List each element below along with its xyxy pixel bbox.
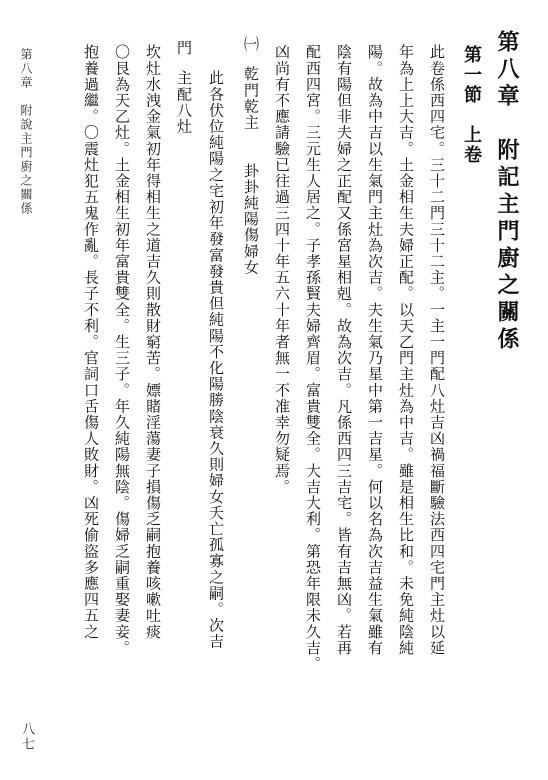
sub-heading: 主配八灶 — [175, 70, 193, 135]
running-header: 第八章 附說主門廚之關係 — [19, 48, 33, 216]
paragraph-1-line-4: 陰有陽但非夫婦之正配又係宮星相剋。故為次吉。凡係西四三吉宅。皆有吉無凶。若再 — [335, 44, 353, 656]
paragraph-1-line-6: 凶尚有不應請驗已往過三四十年五六十年者無一不准幸勿疑焉。 — [273, 44, 291, 495]
paragraph-1-line-5: 配西四宮。三元生人居之。子孝孫賢夫婦齊眉。富貴雙全。大吉大利。第恐年限未久吉。 — [304, 44, 322, 672]
chapter-title: 第八章 附記主門廚之關係 — [494, 30, 520, 354]
paragraph-2-line-1: 此各伏位純陽之宅初年發富發貴但純陽不化陽勝陰衰久則婦女夭亡孤寡之嗣。次吉 — [207, 70, 225, 650]
section-heading-mark: ㈠ — [242, 36, 260, 53]
section-heading: 乾門乾主 卦卦純陽傷婦女 — [242, 66, 260, 276]
door-label: 門 — [175, 40, 193, 57]
paragraph-3-line-2: 〇艮為天乙灶。土金相生初年富貴雙全。生三子。年久純陽無陰。傷婦乏嗣重娶妻妾。 — [113, 44, 131, 656]
paragraph-1-line-1: 此卷係西四宅。三十二門三十二主。一主一門配八灶吉凶禍福斷驗法西四宅門主灶以延 — [428, 44, 446, 656]
paragraph-3-line-1: 坎灶水洩金氣初年得相生之道吉久則散財窮苦。嫖賭淫蕩妻子損傷乏嗣抱養咳嗽吐痰 — [144, 44, 162, 640]
section-title: 第一節 上卷 — [461, 45, 482, 165]
paragraph-1-line-2: 年為上上大吉。土金相生夫婦正配。以天乙門主灶為中吉。雖是相生比和。未免純陰純 — [397, 44, 415, 656]
page-number: 八七 — [19, 722, 34, 752]
paragraph-3-line-3: 抱養過繼。〇震灶犯五鬼作亂。長子不利。官詞口舌傷人敗財。凶死偷盜多應四五之 — [82, 44, 100, 640]
paragraph-1-line-3: 陽。故為中吉以生氣門主灶為次吉。夫生氣乃星中第一吉星。何以名為次吉益生氣雖有 — [366, 44, 384, 656]
